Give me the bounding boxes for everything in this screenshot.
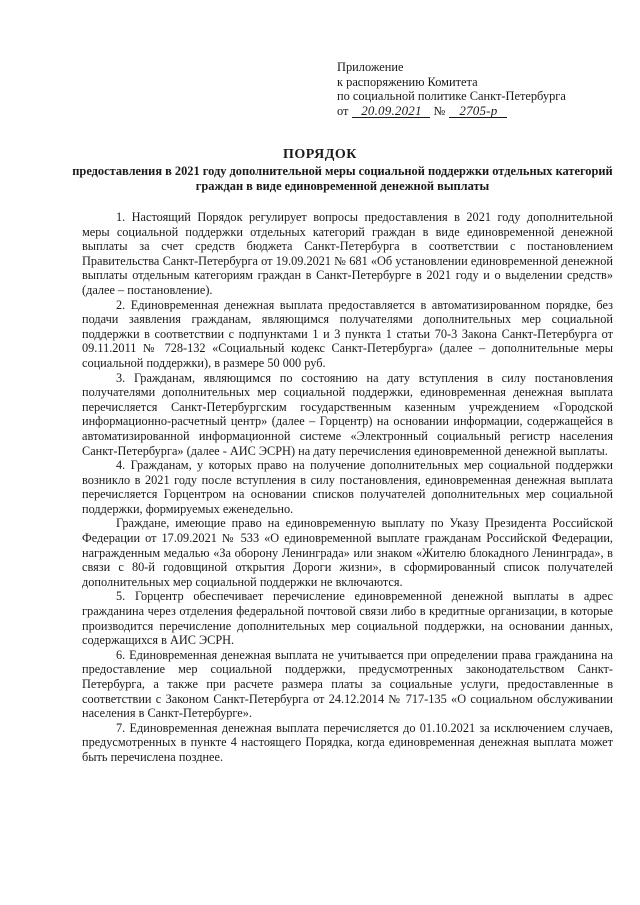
paragraph-1: 1. Настоящий Порядок регулирует вопросы предоставления в 2021 году дополнительной меры социальной поддержки отдельных категорий граждан в виде единовременной денежной выплаты за счет средств бюджета Санкт-Петербурга в соответствии с постановлением Правительства Санкт-Петербурга от 19.09.2021 № 681 «Об установлении единовременной денежной выплаты отдельным категориям граждан в Санкт-Петербурге в 2021 году и о выделении средств» (далее – постановление). [82, 210, 613, 297]
handwritten-date: 20.09.2021 [352, 105, 430, 118]
handwritten-number: 2705-р [449, 105, 507, 118]
paragraph-6: 6. Единовременная денежная выплата не учитывается при определении права гражданина на предоставление мер социальной поддержки, предусмотренных законодательством Санкт-Петербурга, а также при расчете размера платы за социальные услуги, предоставленные в соответствии с Законом Санкт-Петербурга от 24.12.2014 № 717-135 «О социальном обслуживании населения в Санкт-Петербурге». [82, 647, 613, 721]
paragraph-5: 5. Горцентр обеспечивает перечисление единовременной денежной выплаты в адрес гражданина через отделения федеральной почтовой связи либо в кредитные организации, в которые производится перечисление дополнительных мер социальной поддержки, на основании данных, содержащихся в АИС ЭСРН. [82, 589, 613, 648]
appendix-date-number [337, 104, 617, 119]
document-title: ПОРЯДОК [283, 147, 357, 162]
paragraph-4-note: Граждане, имеющие право на единовременную выплату по Указу Президента Российской Федерации от 17.09.2021 № 533 «О единовременной выплате гражданам Российской Федерации, награжденным медалью «За оборону Ленинграда» или знаком «Жителю блокадного Ленинграда», в связи с 80-й годовщиной открытия Дороги жизни», в сформированный список получателей дополнительных мер социальной поддержки не включаются. [82, 516, 613, 589]
paragraph-3: 3. Гражданам, являющимся по состоянию на дату вступления в силу постановления получателями дополнительных мер социальной поддержки, единовременная денежная выплата перечисляется Санкт-Петербургским государственным казенным учреждением «Городской информационно-расчетный центр» (далее – Горцентр) на основании информации, содержащейся в автоматизированной информационной системе «Электронный социальный регистр населения Санкт-Петербурга» (далее - АИС ЭСРН) на дату перечисления единовременной денежной выплаты. [82, 370, 613, 458]
appendix-committee: по социальной политике Санкт-Петербурга [337, 89, 566, 104]
date-prefix: от [337, 103, 349, 118]
paragraph-4: 4. Гражданам, у которых право на получение дополнительных мер социальной поддержки возникло в 2021 году после вступления в силу постановления, единовременная денежная выплата перечисляется Горцентром на основании списков получателей дополнительных мер социальной поддержки, формируемых еженедельно. [82, 458, 613, 516]
number-prefix: № [433, 103, 446, 118]
paragraph-2: 2. Единовременная денежная выплата предоставляется в автоматизированном порядке, без подачи заявления гражданам, являющимся получателями дополнительных мер социальной поддержки в соответствии с подпунктами 1 и 3 пункта 1 статьи 70-3 Закона Санкт-Петербурга от 09.11.2011 № 728-132 «Социальный кодекс Санкт-Петербурга» (далее – дополнительные меры социальной поддержки), в размере 50 000 руб. [82, 297, 613, 370]
appendix-label: Приложение [337, 60, 404, 74]
appendix-header [337, 60, 617, 118]
appendix-order-ref: к распоряжению Комитета [337, 74, 478, 89]
document-subtitle: предоставления в 2021 году дополнительной меры социальной поддержки отдельных категорий граждан в виде единовременной денежной выплаты [72, 164, 613, 193]
document-body [82, 210, 613, 765]
paragraph-7: 7. Единовременная денежная выплата перечисляется до 01.10.2021 за исключением случаев, предусмотренных в пункте 4 настоящего Порядка, когда единовременная денежная выплата может быть перечислена позднее. [82, 720, 613, 764]
